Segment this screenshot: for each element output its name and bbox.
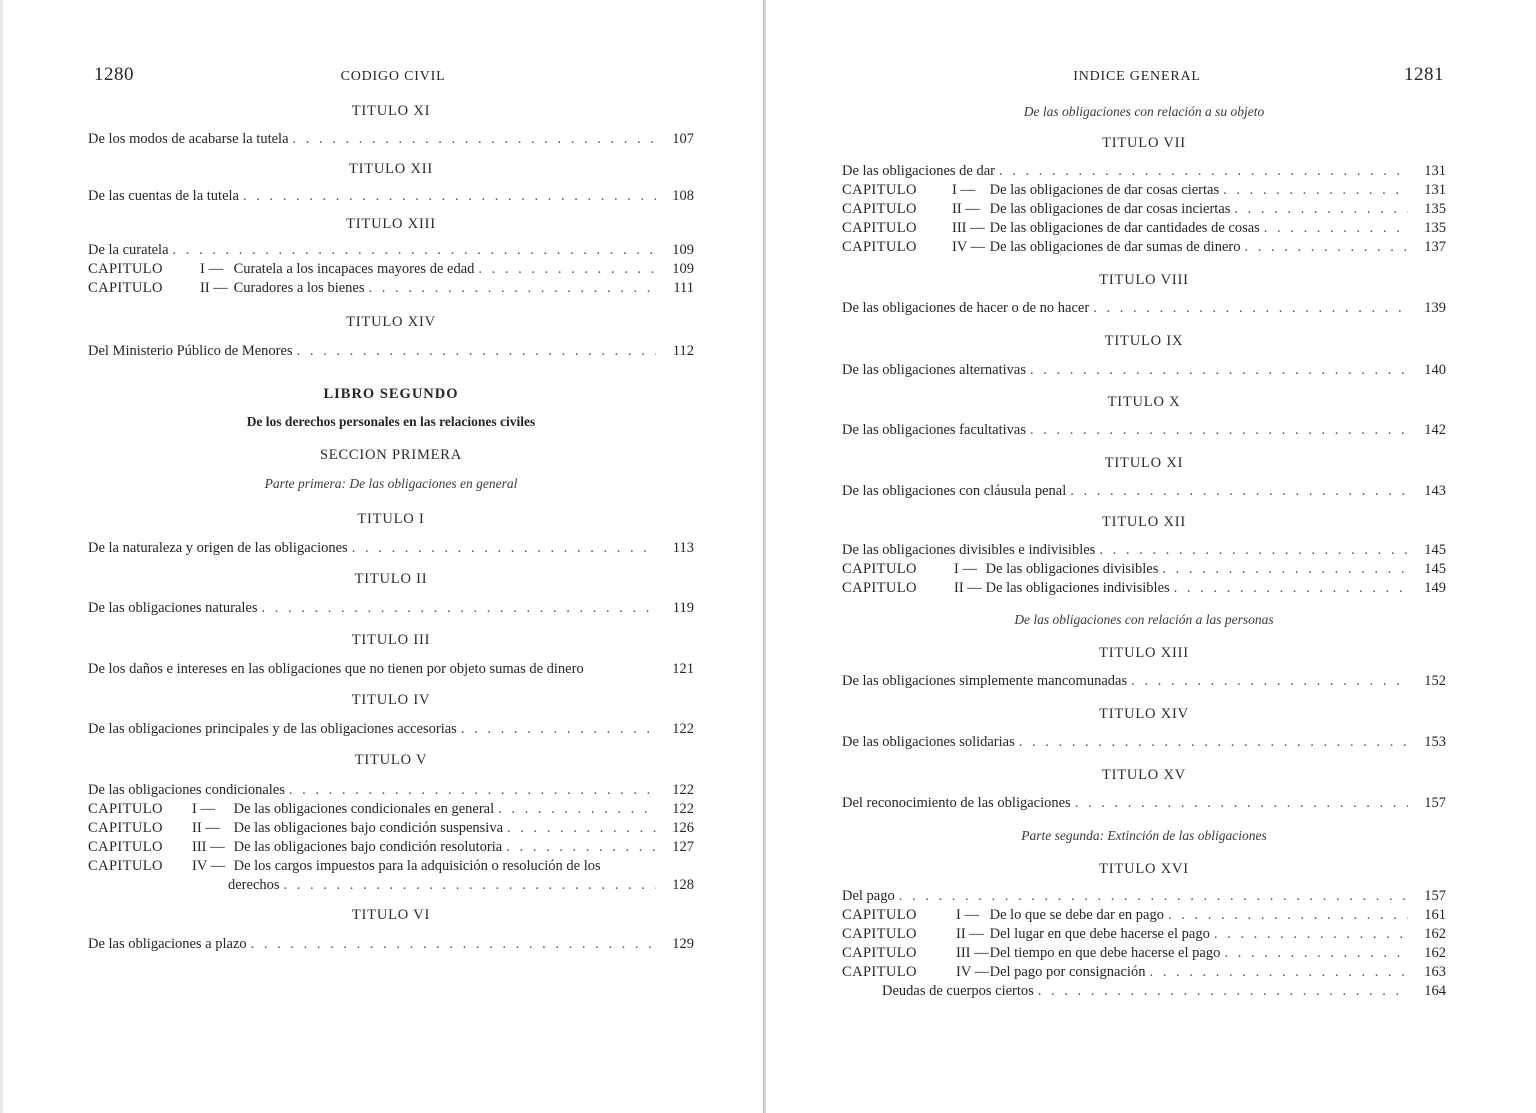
titulo-heading: TITULO XIV [1099,706,1189,722]
toc-entry: De las obligaciones simplemente mancomunadas [842,673,1128,689]
leader-dots [1174,580,1408,597]
chapter-number: III — [956,945,989,961]
leader-dots [1038,983,1408,1000]
toc-page-number: 153 [1424,734,1446,750]
group-heading: De las obligaciones con relación a las personas [1014,612,1274,627]
toc-entry: De las obligaciones principales y de las obligaciones accesorias [88,721,457,737]
toc-line [88,661,694,680]
toc-line [842,163,1446,182]
chapter-line [88,839,694,858]
titulo-heading: TITULO XII [1101,514,1187,530]
leader-dots [506,839,656,856]
chapter-line [842,239,1446,258]
chapter-title: De las obligaciones bajo condición resolutoria [233,839,503,855]
chapter-label: CAPITULO [842,580,917,596]
toc-entry: Del reconocimiento de las obligaciones [842,795,1071,811]
chapter-line [88,820,694,839]
chapter-number: IV — [952,239,986,255]
toc-line [88,782,694,801]
chapter-number: I — [954,561,977,577]
toc-entry: De la naturaleza y origen de las obligaciones [88,540,348,556]
chapter-label: CAPITULO [88,261,163,277]
chapter-number: III — [952,220,985,236]
toc-entry: Del Ministerio Público de Menores [88,343,293,359]
toc-page-number: 113 [672,540,694,556]
chapter-line [88,261,694,280]
chapter-title: De las obligaciones de dar cosas ciertas [989,182,1220,198]
leader-dots [507,820,656,837]
binding-edge [0,0,3,1113]
chapter-label: CAPITULO [842,220,917,236]
toc-page-number: 157 [1424,888,1446,904]
toc-line [842,362,1446,381]
toc-line [842,483,1446,502]
toc-line [88,343,694,362]
toc-line [842,734,1446,753]
toc-page-number: 145 [1424,561,1446,577]
toc-entry: De las obligaciones condicionales [88,782,285,798]
leader-dots [1224,945,1408,962]
chapter-label: CAPITULO [842,945,917,961]
leader-dots [173,242,656,259]
toc-line [88,242,694,261]
chapter-number: II — [952,201,980,217]
toc-group [842,163,1446,258]
titulo-heading: TITULO VII [1102,135,1186,151]
toc-page-number: 108 [672,188,694,204]
toc-page-number: 162 [1424,926,1446,942]
leader-dots [1168,907,1408,924]
toc-line [88,600,694,619]
leader-dots [262,600,656,617]
chapter-number: II — [956,926,984,942]
toc-line [88,721,694,740]
toc-page-number: 157 [1424,795,1446,811]
toc-line [842,542,1446,561]
toc-entry: De las obligaciones naturales [88,600,258,616]
titulo-heading: TITULO I [357,511,425,527]
toc-entry: Del pago [842,888,895,904]
toc-page-number: 139 [1424,300,1446,316]
chapter-label: CAPITULO [842,239,917,255]
leader-dots [1030,422,1408,439]
chapter-title: Del pago por consignación [989,964,1146,980]
leader-dots [1131,673,1408,690]
leader-dots [1149,964,1408,981]
leader-dots [1244,239,1408,256]
chapter-title: De las obligaciones divisibles [985,561,1159,577]
titulo-heading: TITULO II [354,571,428,587]
chapter-line [842,561,1446,580]
chapter-line [842,945,1446,964]
section-heading: SECCION PRIMERA [319,447,463,463]
toc-page-number: 162 [1424,945,1446,961]
toc-entry: De los modos de acabarse la tutela [88,131,289,147]
chapter-number: III — [192,839,225,855]
toc-line [88,188,694,207]
chapter-line [842,220,1446,239]
leader-dots [461,721,656,738]
titulo-heading: TITULO XI [1104,455,1184,471]
chapter-continuation: derechos [228,877,280,893]
chapter-title: De lo que se debe dar en pago [989,907,1164,923]
chapter-line [842,964,1446,983]
chapter-title: De las obligaciones indivisibles [985,580,1170,596]
toc-page-number: 121 [672,661,694,677]
toc-page-number: 161 [1424,907,1446,923]
titulo-heading: TITULO XV [1101,767,1187,783]
toc-entry: De los daños e intereses en las obligaciones que no tienen por objeto sumas de dinero [88,661,584,677]
chapter-number: II — [192,820,220,836]
chapter-label: CAPITULO [842,561,917,577]
titulo-heading: TITULO X [1107,394,1181,410]
toc-page-number: 111 [673,280,694,296]
toc-page-number: 122 [672,782,694,798]
toc-line [88,936,694,955]
toc-page-number: 107 [672,131,694,147]
toc-entry: De las obligaciones solidarias [842,734,1015,750]
chapter-number: I — [192,801,215,817]
toc-line [88,131,694,150]
leader-dots [289,782,656,799]
chapter-line [88,280,694,299]
toc-page-number: 112 [672,343,694,359]
leader-dots [899,888,1408,905]
chapter-line [842,926,1446,945]
toc-group [842,888,1446,1002]
toc-page-number: 122 [672,721,694,737]
leader-dots [1093,300,1408,317]
leader-dots [251,936,656,953]
part-heading: Parte primera: De las obligaciones en general [264,476,518,491]
toc-page-number: 164 [1424,983,1446,999]
chapter-line [842,907,1446,926]
titulo-heading: TITULO XIII [1099,645,1189,661]
leader-dots [1019,734,1408,751]
leader-dots [297,343,656,360]
running-head: INDICE GENERAL [1073,69,1201,84]
chapter-title: De los cargos impuestos para la adquisición o resolución de los [233,858,601,874]
toc-page-number: 109 [672,242,694,258]
chapter-continuation-line [88,877,694,896]
leader-dots [243,188,656,205]
chapter-title: Curadores a los bienes [233,280,365,296]
sub-entry-line [842,983,1446,1002]
chapter-label: CAPITULO [842,201,917,217]
toc-page-number: 135 [1424,201,1446,217]
toc-page-number: 128 [672,877,694,893]
toc-page-number: 137 [1424,239,1446,255]
leader-dots [1223,182,1408,199]
book-subheading: De los derechos personales en las relaciones civiles [246,414,536,429]
chapter-label: CAPITULO [88,280,163,296]
titulo-heading: TITULO III [351,632,431,648]
toc-entry: De la curatela [88,242,169,258]
toc-group [88,242,694,299]
chapter-number: II — [200,280,228,296]
leader-dots [478,261,656,278]
chapter-label: CAPITULO [842,907,917,923]
leader-dots [1162,561,1408,578]
toc-group [842,542,1446,599]
leader-dots [1070,483,1408,500]
titulo-heading: TITULO XIV [346,314,436,330]
titulo-heading: TITULO XVI [1099,861,1189,877]
toc-page-number: 109 [672,261,694,277]
toc-entry: De las obligaciones de hacer o de no hacer [842,300,1090,316]
page-number: 1280 [94,64,134,85]
titulo-heading: TITULO IX [1104,333,1184,349]
chapter-number: I — [200,261,223,277]
toc-entry: De las obligaciones de dar [842,163,996,179]
chapter-title: De las obligaciones de dar cosas inciertas [989,201,1231,217]
group-heading: De las obligaciones con relación a su objeto [1023,104,1265,119]
leader-dots [1099,542,1408,559]
toc-page-number: 122 [672,801,694,817]
toc-page-number: 135 [1424,220,1446,236]
toc-page-number: 131 [1424,182,1446,198]
chapter-label: CAPITULO [88,858,163,874]
leader-dots [1030,362,1408,379]
leader-dots [284,877,656,894]
chapter-title: De las obligaciones bajo condición suspensiva [233,820,504,836]
chapter-label: CAPITULO [842,926,917,942]
titulo-heading: TITULO XII [348,161,434,177]
toc-group [88,782,694,896]
chapter-number: IV — [956,964,990,980]
toc-entry: De las obligaciones con cláusula penal [842,483,1067,499]
toc-page-number: 163 [1424,964,1446,980]
toc-line [842,422,1446,441]
left-page [0,0,764,1113]
toc-entry: De las obligaciones a plazo [88,936,247,952]
titulo-heading: TITULO VI [351,907,431,923]
toc-entry: De las obligaciones alternativas [842,362,1027,378]
leader-dots [1214,926,1408,943]
toc-entry: De las obligaciones facultativas [842,422,1027,438]
toc-line [842,300,1446,319]
chapter-number: II — [954,580,982,596]
chapter-label: CAPITULO [88,820,163,836]
chapter-line [88,801,694,820]
chapter-number: I — [956,907,979,923]
titulo-heading: TITULO XI [351,103,431,119]
titulo-heading: TITULO VIII [1099,272,1189,288]
toc-page-number: 152 [1424,673,1446,689]
chapter-label: CAPITULO [88,801,163,817]
chapter-line [842,182,1446,201]
chapter-label: CAPITULO [842,182,917,198]
leader-dots [293,131,656,148]
leader-dots [999,163,1408,180]
chapter-number: IV — [192,858,226,874]
toc-page-number: 145 [1424,542,1446,558]
titulo-heading: TITULO IV [351,692,431,708]
leader-dots [352,540,656,557]
leader-dots [1075,795,1408,812]
chapter-title: De las obligaciones condicionales en general [233,801,495,817]
toc-page-number: 129 [672,936,694,952]
chapter-label: CAPITULO [842,964,917,980]
toc-page-number: 143 [1424,483,1446,499]
titulo-heading: TITULO XIII [346,216,436,232]
toc-line [842,673,1446,692]
toc-page-number: 126 [672,820,694,836]
toc-line [842,888,1446,907]
chapter-line [88,858,694,877]
chapter-title: Curatela a los incapaces mayores de edad [233,261,475,277]
part-heading: Parte segunda: Extinción de las obligaciones [1021,828,1267,843]
chapter-title: De las obligaciones de dar cantidades de cosas [989,220,1260,236]
toc-page-number: 119 [672,600,694,616]
book-heading: LIBRO SEGUNDO [323,386,459,402]
leader-dots [1264,220,1408,237]
toc-line [88,540,694,559]
leader-dots [498,801,656,818]
toc-page-number: 127 [672,839,694,855]
chapter-title: Del tiempo en que debe hacerse el pago [989,945,1221,961]
leader-dots [1234,201,1408,218]
toc-line [842,795,1446,814]
page-number: 1281 [1404,64,1444,85]
chapter-number: I — [952,182,975,198]
chapter-line [842,201,1446,220]
toc-page-number: 149 [1424,580,1446,596]
toc-entry: De las cuentas de la tutela [88,188,239,204]
running-head: CODIGO CIVIL [340,69,446,84]
chapter-title: De las obligaciones de dar sumas de dinero [989,239,1241,255]
toc-page-number: 131 [1424,163,1446,179]
right-page [766,0,1536,1113]
chapter-line [842,580,1446,599]
sub-entry: Deudas de cuerpos ciertos [882,983,1034,999]
chapter-title: Del lugar en que debe hacerse el pago [989,926,1210,942]
toc-page-number: 142 [1424,422,1446,438]
toc-entry: De las obligaciones divisibles e indivisibles [842,542,1096,558]
titulo-heading: TITULO V [354,752,428,768]
chapter-label: CAPITULO [88,839,163,855]
leader-dots [369,280,657,297]
toc-page-number: 140 [1424,362,1446,378]
